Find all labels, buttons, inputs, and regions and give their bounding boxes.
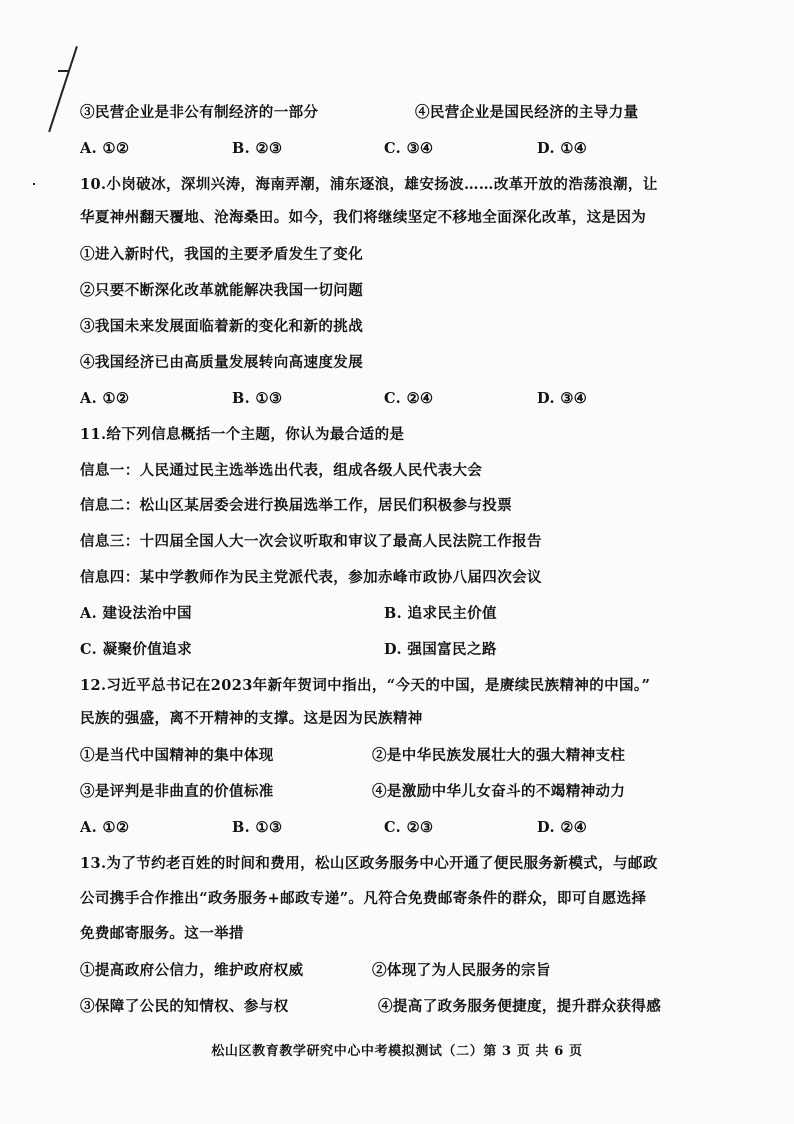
- q12-option-3: ③是评判是非曲直的价值标准: [80, 783, 274, 800]
- q9-choice-a: A. ①②: [80, 140, 130, 157]
- q12-choice-b: B. ①③: [232, 819, 283, 836]
- q13-option-3: ③保障了公民的知情权、参与权: [80, 998, 289, 1015]
- q10-choice-c: C. ②④: [384, 390, 434, 407]
- q10-option-1: ①进入新时代，我国的主要矛盾发生了变化: [80, 246, 364, 263]
- q10-choice-b: B. ①③: [232, 390, 283, 407]
- q12-choice-d: D. ②④: [537, 819, 588, 836]
- page-footer: 松山区教育教学研究中心中考模拟测试（二）第 3 页 共 6 页: [211, 1044, 583, 1059]
- q10-stem-cont: 华夏神州翻天覆地、沧海桑田。如今，我们将继续坚定不移地全面深化改革，这是因为: [80, 209, 647, 226]
- scan-dot: [33, 183, 35, 185]
- q11-choice-b: B. 追求民主价值: [384, 605, 497, 622]
- q11-choice-c: C. 凝聚价值追求: [80, 641, 192, 658]
- q12-option-1: ①是当代中国精神的集中体现: [80, 747, 274, 764]
- q9-choice-b: B. ②③: [232, 140, 283, 157]
- scan-mark: [48, 46, 78, 132]
- q13-stem-cont: 公司携手合作推出“政务服务+邮政专递”。凡符合免费邮寄条件的群众，即可自愿选择: [80, 890, 647, 907]
- q10-option-4: ④我国经济已由高质量发展转向高速度发展: [80, 354, 364, 371]
- q12-option-2: ②是中华民族发展壮大的强大精神支柱: [372, 747, 626, 764]
- q11-stem: 11.给下列信息概括一个主题，你认为最合适的是: [80, 426, 405, 443]
- q13-stem-cont-2: 免费邮寄服务。这一举措: [80, 925, 244, 942]
- q12-choice-a: A. ①②: [80, 819, 130, 836]
- q9-option-3: ③民营企业是非公有制经济的一部分: [80, 104, 319, 121]
- q12-stem-cont: 民族的强盛，离不开精神的支撑。这是因为民族精神: [80, 710, 423, 727]
- q12-option-4: ④是激励中华儿女奋斗的不竭精神动力: [372, 783, 626, 800]
- q9-option-4: ④民营企业是国民经济的主导力量: [415, 104, 639, 121]
- q11-info-2: 信息二：松山区某居委会进行换届选举工作，居民们积极参与投票: [80, 497, 513, 514]
- q11-info-4: 信息四：某中学教师作为民主党派代表，参加赤峰市政协八届四次会议: [80, 569, 542, 586]
- q12-stem: 12.习近平总书记在2023年新年贺词中指出，“今天的中国，是赓续民族精神的中国。”: [80, 677, 651, 694]
- scan-mark: [58, 70, 68, 72]
- q12-choice-c: C. ②③: [384, 819, 434, 836]
- q10-option-3: ③我国未来发展面临着新的变化和新的挑战: [80, 318, 364, 335]
- q10-option-2: ②只要不断深化改革就能解决我国一切问题: [80, 282, 364, 299]
- q9-choice-d: D. ①④: [537, 140, 588, 157]
- q11-choice-d: D. 强国富民之路: [384, 641, 497, 658]
- q13-stem: 13.为了节约老百姓的时间和费用，松山区政务服务中心开通了便民服务新模式，与邮政: [80, 855, 658, 872]
- q10-choice-a: A. ①②: [80, 390, 130, 407]
- q11-info-3: 信息三：十四届全国人大一次会议听取和审议了最高人民法院工作报告: [80, 533, 542, 550]
- q10-stem: 10.小岗破冰，深圳兴涛，海南弄潮，浦东逐浪，雄安扬波……改革开放的浩荡浪潮，让: [80, 176, 658, 193]
- q9-choice-c: C. ③④: [384, 140, 434, 157]
- q11-info-1: 信息一：人民通过民主选举选出代表，组成各级人民代表大会: [80, 462, 483, 479]
- q11-choice-a: A. 建设法治中国: [80, 605, 192, 622]
- q13-option-4: ④提高了政务服务便捷度，提升群众获得感: [378, 998, 662, 1015]
- q13-option-2: ②体现了为人民服务的宗旨: [372, 962, 551, 979]
- q13-option-1: ①提高政府公信力，维护政府权威: [80, 962, 304, 979]
- q10-choice-d: D. ③④: [537, 390, 588, 407]
